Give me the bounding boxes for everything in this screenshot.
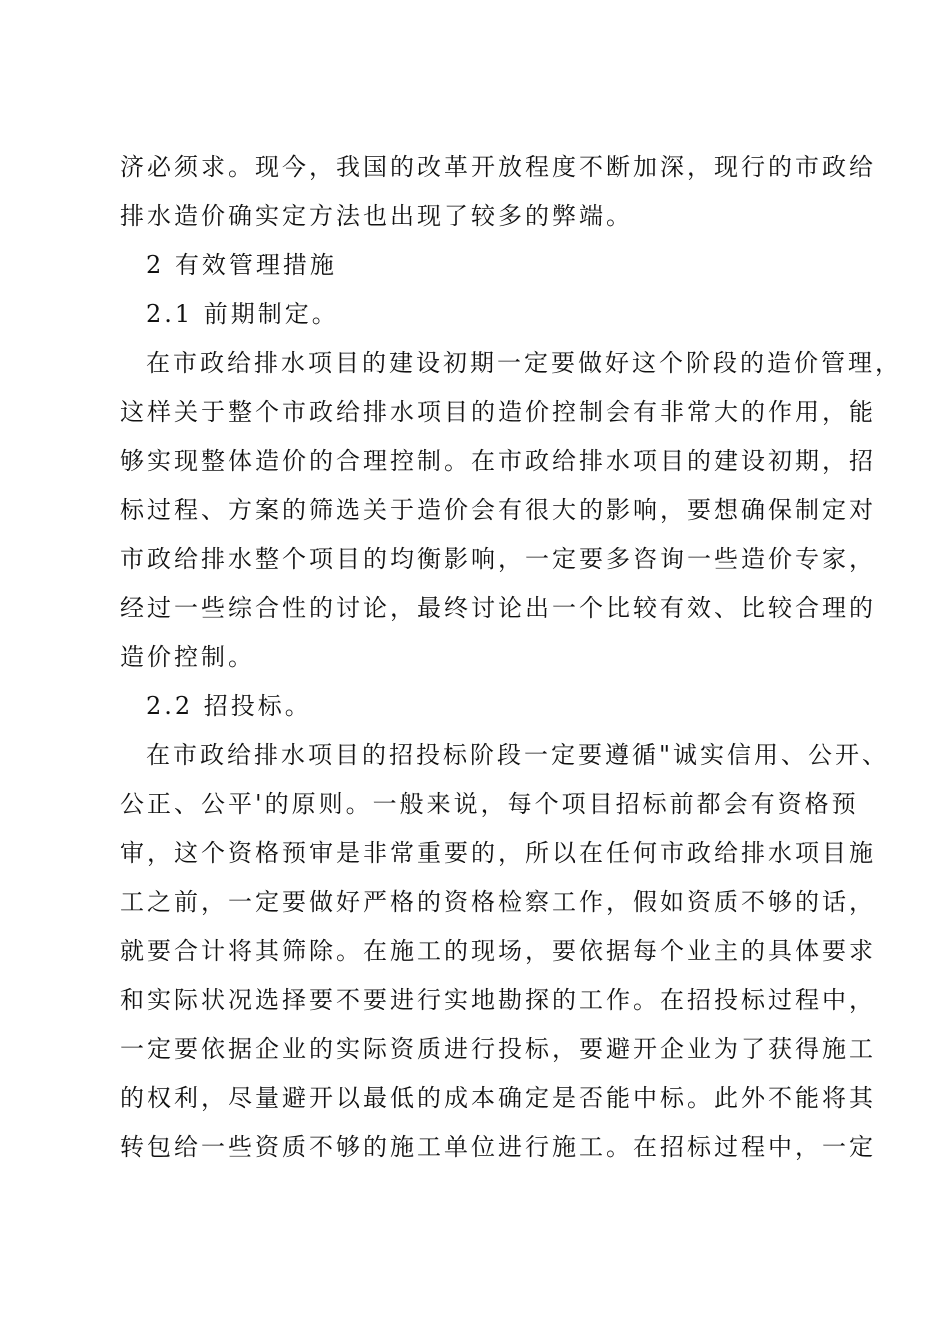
paragraph-line: 工之前，一定要做好严格的资格检察工作，假如资质不够的话， — [120, 888, 876, 916]
paragraph-line: 经过一些综合性的讨论，最终讨论出一个比较有效、比较合理的 — [120, 594, 876, 622]
paragraph-line: 公正、公平'的原则。一般来说，每个项目招标前都会有资格预 — [120, 790, 859, 818]
paragraph-line: 一定要依据企业的实际资质进行投标，要避开企业为了获得施工 — [120, 1035, 876, 1063]
paragraph-line: 市政给排水整个项目的均衡影响，一定要多咨询一些造价专家， — [120, 545, 876, 573]
paragraph-line: 够实现整体造价的合理控制。在市政给排水项目的建设初期，招 — [120, 447, 876, 475]
paragraph-continuation-line: 济必须求。现今，我国的改革开放程度不断加深，现行的市政给 — [120, 153, 876, 181]
paragraph-line: 和实际状况选择要不要进行实地勘探的工作。在招投标过程中， — [120, 986, 876, 1014]
paragraph-line: 转包给一些资质不够的施工单位进行施工。在招标过程中，一定 — [120, 1133, 876, 1161]
subsection-heading: 2.1 前期制定。 — [146, 300, 339, 328]
paragraph-line: 标过程、方案的筛选关于造价会有很大的影响，要想确保制定对 — [120, 496, 876, 524]
paragraph-first-line: 在市政给排水项目的招投标阶段一定要遵循"诚实信用、公开、 — [146, 741, 890, 769]
subsection-heading: 2.2 招投标。 — [146, 692, 312, 720]
section-heading: 2 有效管理措施 — [146, 251, 337, 279]
paragraph-first-line: 在市政给排水项目的建设初期一定要做好这个阶段的造价管理， — [146, 349, 902, 377]
paragraph-line: 造价控制。 — [120, 643, 255, 671]
body-text — [120, 143, 902, 1172]
paragraph-line: 这样关于整个市政给排水项目的造价控制会有非常大的作用，能 — [120, 398, 876, 426]
paragraph-line: 审，这个资格预审是非常重要的，所以在任何市政给排水项目施 — [120, 839, 876, 867]
paragraph-line: 就要合计将其筛除。在施工的现场，要依据每个业主的具体要求 — [120, 937, 876, 965]
paragraph-continuation-line: 排水造价确实定方法也出现了较多的弊端。 — [120, 202, 633, 230]
paragraph-line: 的权利，尽量避开以最低的成本确定是否能中标。此外不能将其 — [120, 1084, 876, 1112]
